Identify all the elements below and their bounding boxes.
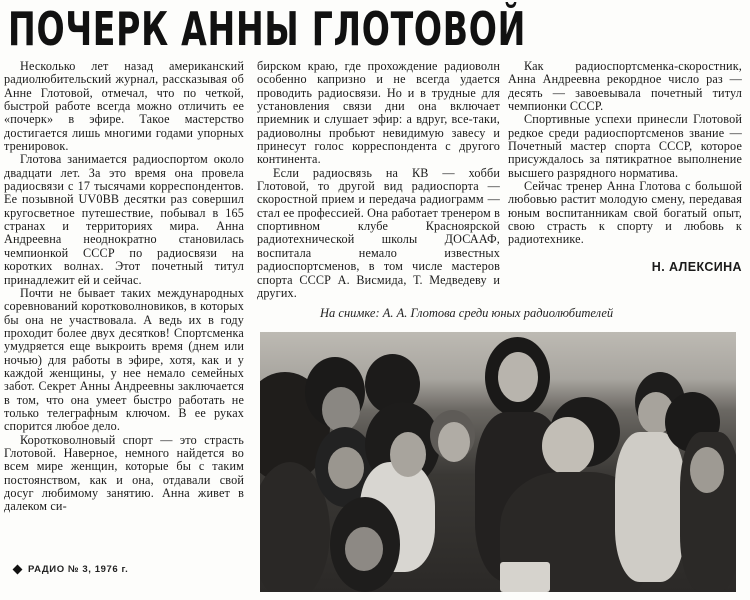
paragraph: Коротковолновый спорт — это страсть Глотовой. Наверное, немного найдется во всем мире женщин, которые бы с таким постоянством, как и она, отдавали свой досуг любимому занятию. Анна живет в далеком си-: [4, 432, 244, 514]
paragraph: Если радиосвязь на КВ — хобби Глотовой, то другой вид радиоспорта — скоростной прием и передача радиограмм — стал ее профессией. Она работает тренером в спортивном клубе Красноярской радиотехнической школы ДОСААФ, воспитала немало известных радиоспортсменов, в том числе мастеров спорта СССР А. Висмида, Т. Медведеву и других.: [257, 165, 500, 300]
diamond-bullet-icon: [13, 565, 23, 575]
face-shape: [345, 527, 383, 571]
article-title: ПОЧЕРК АННЫ ГЛОТОВОЙ: [8, 2, 527, 56]
paragraph: Несколько лет назад американский радиолюбительский журнал, рассказывая об Анне Глотовой, отмечал, что по четкой, быстрой работе всегда можно отличить ее «почерк» в эфире. Такое мастерство достигается лишь многими годами упорных тренировок.: [4, 59, 244, 154]
face-shape: [322, 387, 360, 432]
face-shape: [498, 352, 538, 402]
paragraph: Спортивные успехи принесли Глотовой редкое среди радиоспортсменов звание — Почетный мастер спорта СССР, которое присуждалось за пятикратное выполнение высшего разрядного норматива.: [508, 112, 742, 180]
article-column-2: [257, 60, 500, 300]
article-column-1: [4, 60, 244, 514]
face-shape: [328, 447, 364, 489]
shirt-shape: [615, 432, 685, 582]
photo-caption: На снимке: А. А. Глотова среди юных радиолюбителей: [320, 306, 614, 320]
paragraph: Как радиоспортсменка-скоростник, Анна Андреевна рекордное число раз — десять — завоевывала почетный титул чемпионки СССР.: [508, 59, 742, 114]
article-column-3: [508, 60, 742, 274]
paragraph: Глотова занимается радиоспортом около двадцати лет. За это время она провела радиосвязи с 17 тысячами корреспондентов. Ее позывной UV0BB десятки раз совершил кругосветное путешествие, побывал в 165 странах и территориях мира. Анна Андреевна неоднократно становилась чемпионкой СССР по радиосвязи на коротких волнах. Этот почетный титул принадлежит ей и сейчас.: [4, 152, 244, 287]
face-shape: [690, 447, 724, 493]
article-photo: [260, 332, 736, 592]
paragraph: бирском краю, где прохождение радиоволн особенно капризно и не всегда удается проводить радиосвязи. Но и в трудные для установления связи дни она включает приемник и слушает эфир: а вдруг, все-таки, радиоволны пробьют невидимую завесу и принесут голос корреспондента с другого континента.: [257, 59, 500, 167]
paper-shape: [500, 562, 550, 592]
paragraph: Сейчас тренер Анна Глотова с большой любовью растит молодую смену, передавая юным воспитанникам свой богатый опыт, свою страсть к спорту и любовь к радиотехнике.: [508, 179, 742, 247]
face-shape: [438, 422, 470, 462]
footer-text: РАДИО № 3, 1976 г.: [28, 564, 129, 575]
face-shape: [542, 417, 594, 475]
author-byline: Н. АЛЕКСИНА: [651, 259, 742, 274]
page-footer: [14, 564, 128, 575]
paragraph: Почти не бывает таких международных соревнований коротковолновиков, в которых бы она не участвовала. А ведь их в году проходит более двух десятков! Спортсменка умудряется еще выкроить время (днем или ночью) для работы в эфире, хотя, как и у каждой женщины, у нее немало семейных забот. Секрет Анны Андреевны заключается в том, что она умеет быстро работать не только телеграфным ключом. В ее руках спорится любое дело.: [4, 285, 244, 434]
face-shape: [390, 432, 426, 477]
